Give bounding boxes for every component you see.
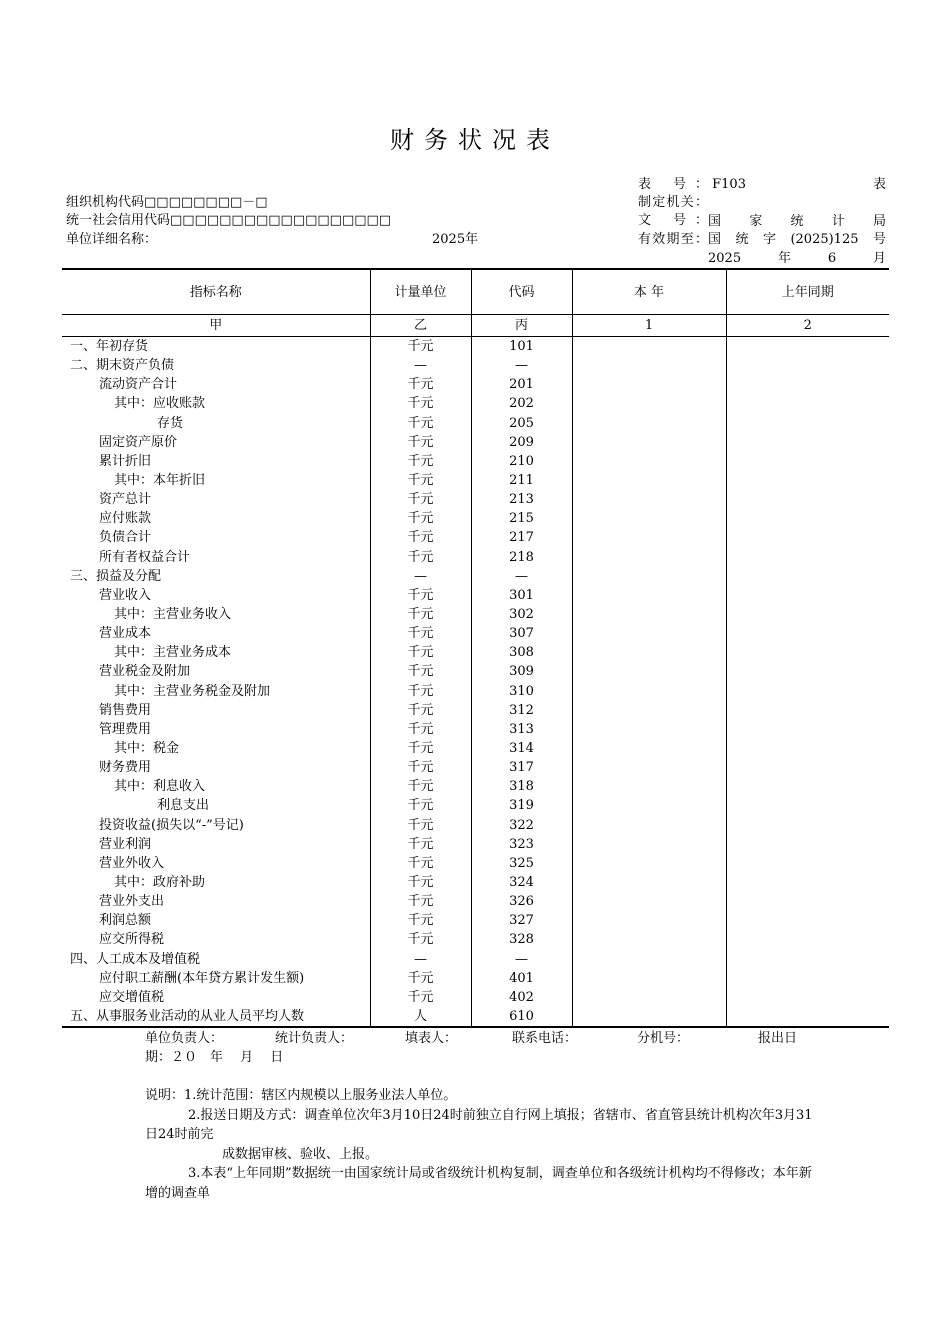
row-this-year-value — [572, 816, 726, 835]
table-header-row — [62, 269, 889, 315]
unit-head-label: 单位负责人： — [145, 1031, 224, 1046]
table-row — [62, 720, 889, 739]
row-indicator-name: 营业收入 — [99, 587, 152, 603]
row-unit: 千元 — [370, 605, 471, 624]
row-unit: 千元 — [370, 375, 471, 394]
row-code: 328 — [471, 930, 572, 949]
row-indicator-name: 其中：主营业务税金及附加 — [114, 683, 271, 699]
subheader-bing: 丙 — [471, 315, 572, 337]
row-this-year-value — [572, 356, 726, 375]
row-last-year-value — [726, 777, 889, 796]
table-row — [62, 567, 889, 586]
row-indicator-name: 负债合计 — [99, 530, 152, 546]
row-last-year-value — [726, 490, 889, 509]
form-number-value: F103 — [712, 177, 746, 192]
note-2-cont: 成数据审核、验收、上报。 — [222, 1146, 379, 1162]
row-unit: 千元 — [370, 835, 471, 854]
row-code: 324 — [471, 873, 572, 892]
table-row — [62, 337, 889, 357]
note-3: 3.本表“上年同期”数据统一由国家统计局或省级统计机构复制，调查单位和各级统计机构均不得修改；本年新增的调查单 — [145, 1166, 812, 1201]
row-last-year-value — [726, 911, 889, 930]
row-code: 322 — [471, 816, 572, 835]
table-row — [62, 1007, 889, 1027]
row-this-year-value — [572, 433, 726, 452]
row-last-year-value — [726, 433, 889, 452]
row-indicator-name: 财务费用 — [99, 760, 152, 776]
row-code: 313 — [471, 720, 572, 739]
row-indicator-name: 投资收益(损失以“-”号记) — [99, 817, 244, 833]
table-row — [62, 758, 889, 777]
row-code: — — [471, 950, 572, 969]
row-this-year-value — [572, 969, 726, 988]
row-indicator-name: 应付账款 — [99, 511, 152, 527]
table-row — [62, 605, 889, 624]
table-row — [62, 739, 889, 758]
row-this-year-value — [572, 452, 726, 471]
row-unit: 千元 — [370, 509, 471, 528]
row-this-year-value — [572, 605, 726, 624]
row-this-year-value — [572, 682, 726, 701]
filler-label: 填表人： — [405, 1031, 458, 1046]
row-code: 101 — [471, 337, 572, 357]
table-row — [62, 509, 889, 528]
issuer-line: 制定机关： 国 家 统 计 局 — [638, 195, 886, 229]
subheader-yi: 乙 — [370, 315, 471, 337]
row-unit: 千元 — [370, 662, 471, 681]
notes — [145, 1086, 815, 1203]
financial-status-table — [62, 268, 889, 1028]
row-code: 218 — [471, 548, 572, 567]
row-indicator-name: 其中：利息收入 — [114, 779, 206, 795]
row-indicator-name: 销售费用 — [99, 702, 152, 718]
row-this-year-value — [572, 567, 726, 586]
row-indicator-name: 一、年初存货 — [70, 339, 149, 355]
header-this-year: 本 年 — [572, 269, 726, 315]
row-code: 213 — [471, 490, 572, 509]
row-last-year-value — [726, 662, 889, 681]
row-this-year-value — [572, 509, 726, 528]
row-this-year-value — [572, 624, 726, 643]
row-last-year-value — [726, 356, 889, 375]
table-row — [62, 969, 889, 988]
row-code: 327 — [471, 911, 572, 930]
row-code: 301 — [471, 586, 572, 605]
row-last-year-value — [726, 394, 889, 413]
row-unit: 千元 — [370, 969, 471, 988]
row-code: 205 — [471, 414, 572, 433]
row-last-year-value — [726, 739, 889, 758]
org-code-line: 组织机构代码□□□□□□□□－□ — [66, 195, 268, 210]
issuer-value: 国 家 统 计 局 — [708, 214, 886, 229]
row-unit: 千元 — [370, 796, 471, 815]
row-last-year-value — [726, 337, 889, 357]
row-unit: 千元 — [370, 816, 471, 835]
row-unit: 千元 — [370, 528, 471, 547]
row-indicator-name: 营业外支出 — [99, 894, 165, 910]
table-row — [62, 394, 889, 413]
row-indicator-name: 应交增值税 — [99, 989, 165, 1005]
row-unit: 千元 — [370, 701, 471, 720]
header-code: 代码 — [471, 269, 572, 315]
row-code: 209 — [471, 433, 572, 452]
row-unit: 千元 — [370, 414, 471, 433]
row-this-year-value — [572, 548, 726, 567]
row-unit: 千元 — [370, 988, 471, 1007]
valid-until-value: 2025 年 6 月 — [708, 251, 886, 266]
row-this-year-value — [572, 988, 726, 1007]
row-last-year-value — [726, 643, 889, 662]
doc-number-value: 国 统 字 (2025)125 号 — [708, 232, 886, 247]
row-unit: 千元 — [370, 854, 471, 873]
header-indicator-name: 指标名称 — [62, 269, 370, 315]
row-unit: 千元 — [370, 643, 471, 662]
row-unit: 千元 — [370, 337, 471, 357]
row-this-year-value — [572, 337, 726, 357]
table-row — [62, 950, 889, 969]
row-unit: 千元 — [370, 930, 471, 949]
row-code: 402 — [471, 988, 572, 1007]
row-indicator-name: 三、损益及分配 — [70, 568, 162, 584]
header-last-year: 上年同期 — [726, 269, 889, 315]
row-indicator-name: 累计折旧 — [99, 453, 152, 469]
row-code: — — [471, 356, 572, 375]
form-number-line: 表 号： F103 表 — [638, 177, 886, 192]
row-last-year-value — [726, 414, 889, 433]
row-code: 307 — [471, 624, 572, 643]
row-indicator-name: 营业税金及附加 — [99, 664, 191, 680]
row-last-year-value — [726, 892, 889, 911]
row-indicator-name: 其中：主营业务收入 — [114, 607, 232, 623]
subheader-col2: 2 — [726, 315, 889, 337]
row-indicator-name: 营业成本 — [99, 626, 152, 642]
row-code: 211 — [471, 471, 572, 490]
row-this-year-value — [572, 720, 726, 739]
header-unit: 计量单位 — [370, 269, 471, 315]
row-this-year-value — [572, 662, 726, 681]
row-code: 202 — [471, 394, 572, 413]
row-this-year-value — [572, 758, 726, 777]
table-row — [62, 452, 889, 471]
note-2: 2.报送日期及方式：调查单位次年3月10日24时前独立自行网上填报；省辖市、省直管县统计机构次年3月31日24时前完 — [145, 1107, 813, 1142]
row-last-year-value — [726, 375, 889, 394]
row-indicator-name: 营业外收入 — [99, 855, 165, 871]
row-last-year-value — [726, 873, 889, 892]
row-this-year-value — [572, 930, 726, 949]
row-indicator-name: 其中：主营业务成本 — [114, 645, 232, 661]
row-last-year-value — [726, 816, 889, 835]
row-this-year-value — [572, 911, 726, 930]
row-code: 610 — [471, 1007, 572, 1027]
row-code: 323 — [471, 835, 572, 854]
row-last-year-value — [726, 720, 889, 739]
table-row — [62, 548, 889, 567]
extension-label: 分机号： — [637, 1031, 690, 1046]
table-row — [62, 988, 889, 1007]
row-indicator-name: 五、从事服务业活动的从业人员平均人数 — [62, 1007, 370, 1027]
row-last-year-value — [726, 548, 889, 567]
table-row — [62, 471, 889, 490]
stats-head-label: 统计负责人： — [275, 1031, 354, 1046]
row-last-year-value — [726, 701, 889, 720]
table-row — [62, 930, 889, 949]
row-indicator-name: 存货 — [157, 415, 184, 431]
row-unit: — — [370, 567, 471, 586]
row-indicator-name: 所有者权益合计 — [99, 549, 191, 565]
row-last-year-value — [726, 854, 889, 873]
row-indicator-name: 利息支出 — [157, 798, 210, 814]
row-this-year-value — [572, 375, 726, 394]
subheader-col1: 1 — [572, 315, 726, 337]
row-code: 318 — [471, 777, 572, 796]
row-unit: 千元 — [370, 873, 471, 892]
table-row — [62, 433, 889, 452]
row-indicator-name: 营业利润 — [99, 836, 152, 852]
row-unit: 千元 — [370, 739, 471, 758]
row-code: 326 — [471, 892, 572, 911]
row-last-year-value — [726, 835, 889, 854]
row-last-year-value — [726, 988, 889, 1007]
table-row — [62, 356, 889, 375]
row-code: 319 — [471, 796, 572, 815]
row-indicator-name: 应付职工薪酬(本年贷方累计发生额) — [99, 970, 305, 986]
row-unit: 千元 — [370, 433, 471, 452]
report-date-label: 报出日 — [758, 1031, 798, 1046]
row-last-year-value — [726, 509, 889, 528]
row-unit: 千元 — [370, 452, 471, 471]
row-last-year-value — [726, 471, 889, 490]
row-unit: 千元 — [370, 758, 471, 777]
table-row — [62, 528, 889, 547]
row-unit: 千元 — [370, 471, 471, 490]
row-unit: — — [370, 356, 471, 375]
row-code: 317 — [471, 758, 572, 777]
row-code: 312 — [471, 701, 572, 720]
row-last-year-value — [726, 586, 889, 605]
report-date-line: 期：２０ 年 月 日 — [145, 1050, 284, 1065]
row-this-year-value — [572, 777, 726, 796]
row-this-year-value — [572, 490, 726, 509]
row-unit: 千元 — [370, 682, 471, 701]
note-1: 说明：1.统计范围：辖区内规模以上服务业法人单位。 — [145, 1088, 457, 1103]
row-unit: 千元 — [370, 490, 471, 509]
row-this-year-value — [572, 701, 726, 720]
row-code: 215 — [471, 509, 572, 528]
row-indicator-name: 管理费用 — [99, 721, 152, 737]
row-code: 314 — [471, 739, 572, 758]
row-this-year-value — [572, 892, 726, 911]
row-indicator-name: 其中：本年折旧 — [114, 473, 206, 489]
doc-number-line: 文 号： 国 统 字 (2025)125 号 — [638, 213, 886, 247]
row-code: 217 — [471, 528, 572, 547]
row-indicator-name: 资产总计 — [99, 492, 152, 508]
table-row — [62, 835, 889, 854]
row-this-year-value — [572, 414, 726, 433]
row-this-year-value — [572, 394, 726, 413]
table-row — [62, 777, 889, 796]
row-last-year-value — [726, 758, 889, 777]
table-row — [62, 624, 889, 643]
table-row — [62, 414, 889, 433]
row-unit: 千元 — [370, 777, 471, 796]
table-row — [62, 892, 889, 911]
row-unit: 人 — [370, 1007, 471, 1027]
row-last-year-value — [726, 930, 889, 949]
table-row — [62, 854, 889, 873]
table-row — [62, 586, 889, 605]
phone-label: 联系电话： — [512, 1031, 578, 1046]
row-unit: — — [370, 950, 471, 969]
row-indicator-name: 其中：政府补助 — [114, 875, 206, 890]
row-code: 401 — [471, 969, 572, 988]
row-last-year-value — [726, 969, 889, 988]
table-row — [62, 662, 889, 681]
table-row — [62, 796, 889, 815]
table-row — [62, 643, 889, 662]
row-last-year-value — [726, 605, 889, 624]
table-row — [62, 375, 889, 394]
row-code: 308 — [471, 643, 572, 662]
row-this-year-value — [572, 1007, 726, 1027]
row-last-year-value — [726, 1007, 889, 1027]
table-row — [62, 701, 889, 720]
row-indicator-name: 其中：税金 — [114, 741, 180, 757]
row-this-year-value — [572, 528, 726, 547]
subheader-jia: 甲 — [62, 315, 370, 337]
table-row — [62, 873, 889, 892]
row-last-year-value — [726, 452, 889, 471]
table-subheader-row — [62, 315, 889, 337]
row-code: 210 — [471, 452, 572, 471]
row-this-year-value — [572, 643, 726, 662]
row-this-year-value — [572, 739, 726, 758]
row-code: 201 — [471, 375, 572, 394]
row-this-year-value — [572, 471, 726, 490]
row-code: 325 — [471, 854, 572, 873]
row-code: 302 — [471, 605, 572, 624]
unit-name-label: 单位详细名称： — [66, 232, 158, 247]
table-row — [62, 816, 889, 835]
row-indicator-name: 四、人工成本及增值税 — [70, 951, 201, 967]
row-indicator-name: 固定资产原价 — [99, 434, 178, 450]
row-indicator-name: 流动资产合计 — [99, 377, 178, 393]
valid-until-line: 有效期至： 2025 年 6 月 — [638, 232, 886, 266]
row-this-year-value — [572, 854, 726, 873]
report-year: 2025年 — [432, 232, 479, 247]
row-indicator-name: 利润总额 — [99, 913, 152, 929]
credit-code-line: 统一社会信用代码□□□□□□□□□□□□□□□□□□ — [66, 213, 392, 228]
row-unit: 千元 — [370, 624, 471, 643]
row-this-year-value — [572, 873, 726, 892]
row-last-year-value — [726, 567, 889, 586]
row-code: — — [471, 567, 572, 586]
table-row — [62, 682, 889, 701]
row-this-year-value — [572, 796, 726, 815]
page-title: 财务状况表 — [390, 126, 560, 154]
row-unit: 千元 — [370, 394, 471, 413]
row-unit: 千元 — [370, 586, 471, 605]
row-this-year-value — [572, 950, 726, 969]
row-unit: 千元 — [370, 911, 471, 930]
row-code: 310 — [471, 682, 572, 701]
row-code: 309 — [471, 662, 572, 681]
row-indicator-name: 应交所得税 — [99, 932, 165, 948]
table-row — [62, 490, 889, 509]
row-last-year-value — [726, 682, 889, 701]
form-number-suffix: 表 — [872, 177, 886, 192]
row-unit: 千元 — [370, 892, 471, 911]
row-unit: 千元 — [370, 548, 471, 567]
row-last-year-value — [726, 950, 889, 969]
row-unit: 千元 — [370, 720, 471, 739]
table-row — [62, 911, 889, 930]
row-last-year-value — [726, 624, 889, 643]
row-indicator-name: 二、期末资产负债 — [70, 358, 175, 374]
row-indicator-name: 其中：应收账款 — [114, 396, 206, 412]
row-this-year-value — [572, 586, 726, 605]
row-this-year-value — [572, 835, 726, 854]
row-last-year-value — [726, 528, 889, 547]
row-last-year-value — [726, 796, 889, 815]
